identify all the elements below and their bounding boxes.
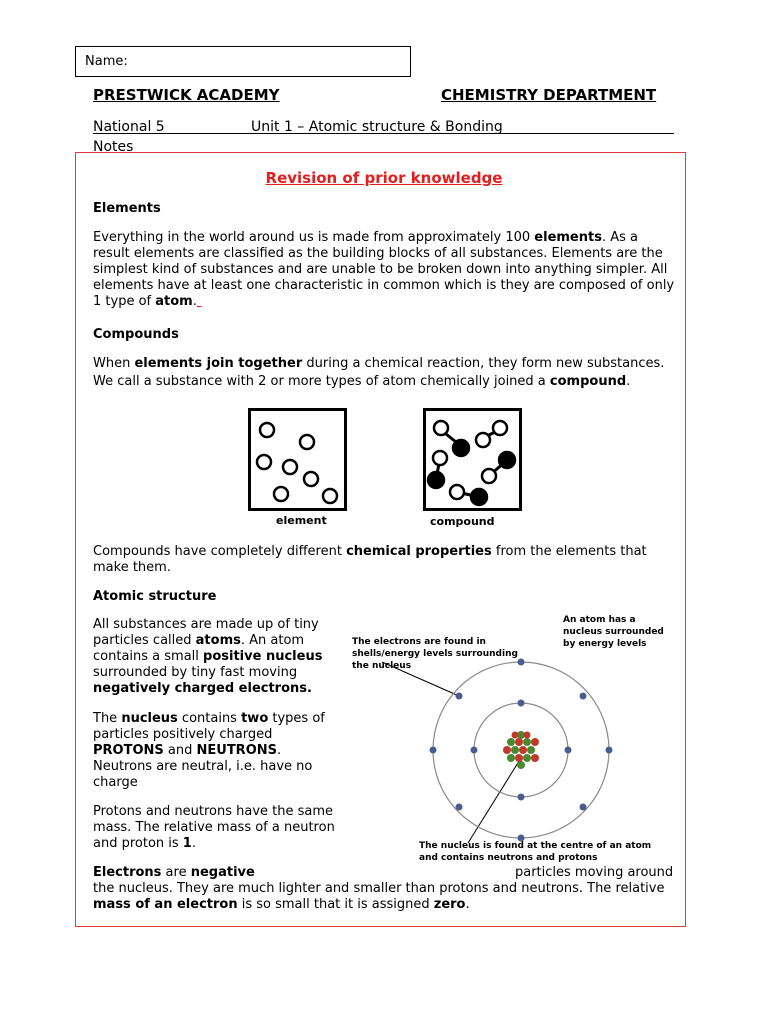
compound-properties-paragraph: Compounds have completely different chemical properties from the elements that make them. bbox=[93, 544, 647, 575]
element-diagram bbox=[248, 408, 348, 512]
unit-title: Unit 1 – Atomic structure & Bonding bbox=[251, 119, 503, 135]
electrons-note: The electrons are found in shells/energy levels surrounding the nucleus bbox=[352, 637, 518, 671]
name-label: Name: bbox=[85, 54, 128, 69]
mass-paragraph: Protons and neutrons have the same mass. The relative mass of a neutron and proton is 1. bbox=[93, 804, 335, 851]
atomic-structure-heading: Atomic structure bbox=[93, 589, 217, 604]
element-diagram-label: element bbox=[276, 514, 327, 527]
atom-note: An atom has a nucleus surrounded by energy levels bbox=[563, 615, 664, 649]
compound-diagram bbox=[423, 408, 523, 512]
department-name: CHEMISTRY DEPARTMENT bbox=[441, 86, 657, 104]
elements-paragraph: Everything in the world around us is made from approximately 100 elements. As a result elements are classified as the building blocks of all substances. Elements are the simplest kind of substances and are unable to be broken down into anything simpler. All elements have at least one characteristic in common which is they are composed of only 1 type of atom. bbox=[93, 230, 675, 309]
compounds-heading: Compounds bbox=[93, 327, 179, 342]
subheader-rule bbox=[93, 133, 674, 134]
nucleus-note: The nucleus is found at the centre of an atom and contains neutrons and protons bbox=[419, 841, 652, 863]
course-level: National 5 bbox=[93, 119, 165, 135]
atoms-paragraph: All substances are made up of tiny particles called atoms. An atom contains a small positive nucleus surrounded by tiny fast moving negatively charged electrons. bbox=[93, 617, 323, 696]
compounds-paragraph: When elements join together during a chemical reaction, they form new substances. We call a substance with 2 or more types of atom chemically joined a compound. bbox=[93, 356, 665, 389]
school-name: PRESTWICK ACADEMY bbox=[93, 86, 280, 104]
name-field[interactable] bbox=[75, 46, 411, 77]
elements-heading: Elements bbox=[93, 201, 161, 216]
notes-label: Notes bbox=[93, 139, 134, 155]
compound-diagram-label: compound bbox=[430, 515, 495, 528]
electrons-paragraph: Electrons are negative particles moving around the nucleus. They are much lighter and smaller than protons and neutrons. The relative mass of an electron is so small that it is assigned zero. bbox=[93, 865, 674, 912]
nucleus-paragraph: The nucleus contains two types of particles positively charged PROTONS and NEUTRONS. Neutrons are neutral, i.e. have no charge bbox=[93, 711, 325, 790]
section-title: Revision of prior knowledge bbox=[265, 169, 503, 187]
